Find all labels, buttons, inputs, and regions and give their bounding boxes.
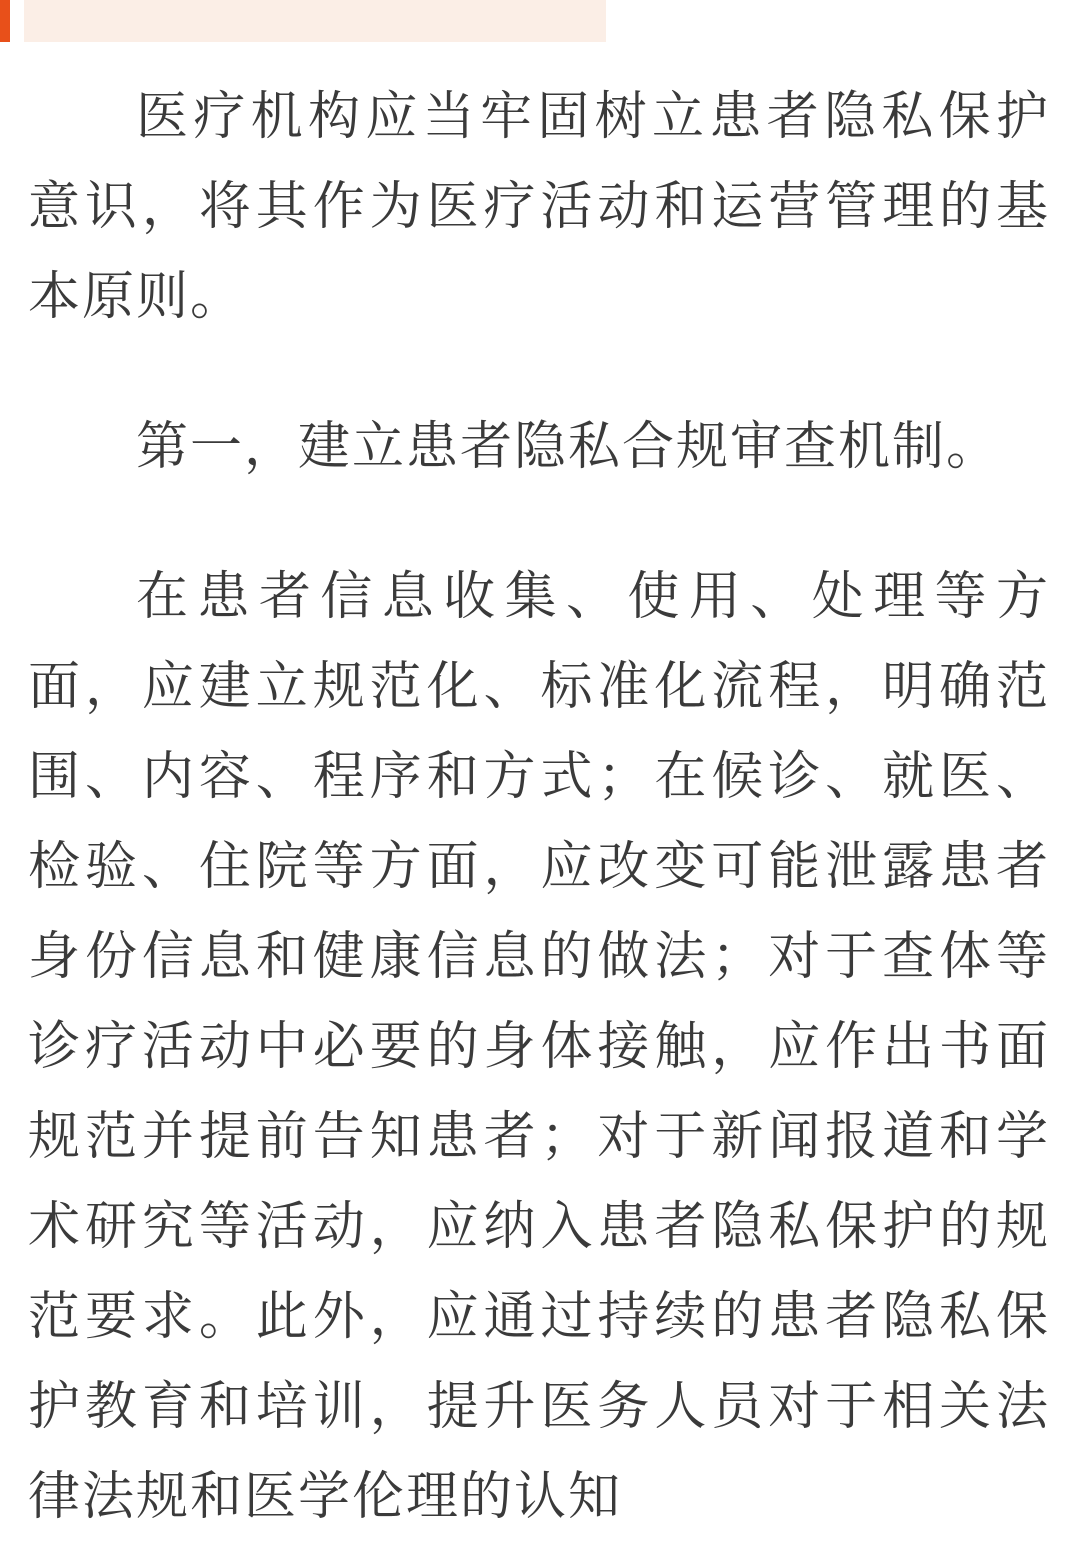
paragraph-first-point: 第一，建立患者隐私合规审查机制。 [136,417,1001,477]
paragraph-principle: 医疗机构应当牢固树立患者隐私保护意识，将其作为医疗活动和运营管理的基本原则。 [28,87,1050,327]
paragraph-details: 在患者信息收集、使用、处理等方面，应建立规范化、标准化流程，明确范围、内容、程序和方式；在候诊、就医、检验、住院等方面，应改变可能泄露患者身份信息和健康信息的做法；对于查体等诊疗活动中必要的身体接触，应作出书面规范并提前告知患者；对于新闻报道和学术研究等活动，应纳入患者隐私保护的规范要求。此外，应通过持续的患者隐私保护教育和培训，提升医务人员对于相关法律法规和医学伦理的认知 [28,567,1050,1527]
section-accent-bar [0,0,10,42]
article-body [28,72,1050,1542]
section-heading-band [24,0,606,42]
